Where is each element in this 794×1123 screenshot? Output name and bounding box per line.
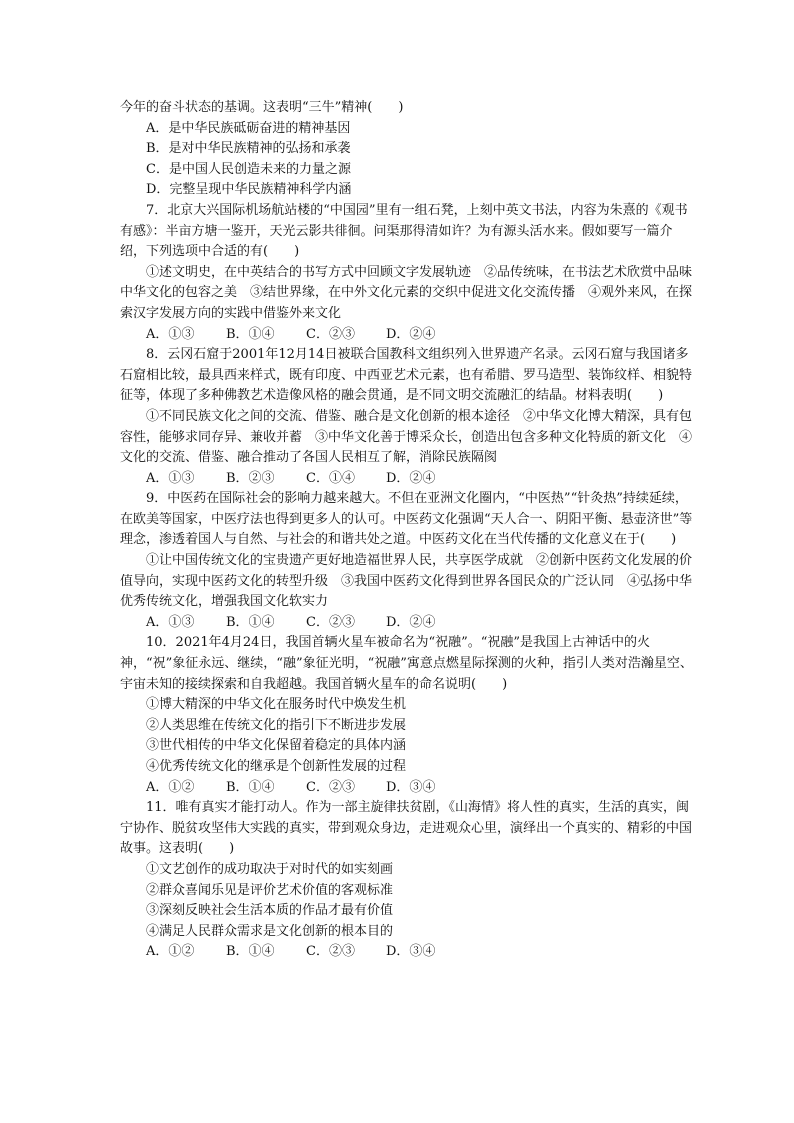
question-9-choices [120, 613, 694, 634]
choice-a: A．①② [146, 779, 195, 795]
choice-b: B．①④ [226, 779, 275, 795]
choice-b: B．②③ [226, 470, 275, 486]
question-7 [120, 201, 694, 345]
choice-d: D．③④ [386, 779, 436, 795]
choice-b: B．①④ [226, 944, 275, 960]
question-11-item-4: ④满足人民群众需求是文化创新的根本目的 [146, 923, 394, 939]
choice-c: C．②③ [306, 944, 355, 960]
question-6-option-d: D．完整呈现中华民族精神科学内涵 [146, 182, 352, 198]
question-10-item-3: ③世代相传的中华文化保留着稳定的具体内涵 [146, 738, 407, 754]
question-10-item-2: ②人类思维在传统文化的指引下不断进步发展 [146, 717, 407, 733]
question-7-stem: 7．北京大兴国际机场航站楼的“中国园”里有一组石凳，上刻中英文书法，内容为朱熹的《观书有感》：半亩方塘一鉴开，天光云影共徘徊。问渠那得清如许？为有源头活水来。假如要写一篇介绍，下列选项中合适的有( ) [120, 202, 688, 260]
choice-d: D．②④ [386, 470, 436, 486]
question-11-item-3: ③深刻反映社会生活本质的作品才最有价值 [146, 903, 394, 919]
question-9-statements: ①让中国传统文化的宝贵遗产更好地造福世界人民，共享医学成就 ②创新中医药文化发展的价值导向，实现中医药文化的转型升级 ③我国中医药文化得到世界各国民众的广泛认同 ④弘扬中华优秀传统文化，增强我国文化软实力 [120, 553, 693, 610]
question-6-option-c: C．是中国人民创造未来的力量之源 [146, 161, 351, 177]
question-8-statements: ①不同民族文化之间的交流、借鉴、融合是文化创新的根本途径 ②中华文化博大精深，具有包容性，能够求同存异、兼收并蓄 ③中华文化善于博采众长，创造出包含多种文化特质的新文化 ④文化的交流、借鉴、融合推动了各国人民相互了解，消除民族隔阂 [120, 408, 693, 466]
question-11-stem: 11．唯有真实才能打动人。作为一部主旋律扶贫剧，《山海情》将人性的真实，生活的真实，闽宁协作、脱贫攻坚伟大实践的真实，带到观众身边，走进观众心里，演绎出一个真实的、精彩的中国故事。这表明( ) [120, 800, 693, 857]
question-10-stem: 10．2021年4月24日，我国首辆火星车被命名为“祝融”。“祝融”是我国上古神话中的火神，“祝”象征永远、继续，“融”象征光明，“祝融”寓意点燃星际探测的火种，指引人类对浩瀚星空、宇宙未知的接续探索和自我超越。我国首辆火星车的命名说明( ) [120, 635, 693, 692]
question-6-stem: 今年的奋斗状态的基调。这表明“三牛”精神( ) [120, 100, 404, 115]
choice-a: A．①③ [146, 326, 195, 342]
question-11 [120, 798, 694, 963]
question-11-item-2: ②群众喜闻乐见是评价艺术价值的客观标准 [146, 882, 394, 898]
choice-a: A．①③ [146, 470, 195, 486]
choice-c: C．②③ [306, 779, 355, 795]
question-9 [120, 489, 694, 633]
choice-d: D．②④ [386, 614, 436, 630]
question-6-option-b: B．是对中华民族精神的弘扬和承袭 [146, 141, 351, 157]
choice-a: A．①③ [146, 614, 195, 630]
question-10-item-1: ①博大精深的中华文化在服务时代中焕发生机 [146, 697, 407, 713]
question-6 [120, 98, 694, 201]
question-11-item-1: ①文艺创作的成功取决于对时代的如实刻画 [146, 861, 394, 877]
question-8-choices [120, 469, 694, 490]
question-8 [120, 345, 694, 489]
choice-c: C．①④ [306, 470, 355, 486]
question-7-choices [120, 325, 694, 346]
question-8-stem: 8．云冈石窟于2001年12月14日被联合国教科文组织列入世界遗产名录。云冈石窟与我国诸多石窟相比较，最具西来样式，既有印度、中西亚艺术元素，也有希腊、罗马造型、装饰纹样、相貌特征等，体现了多种佛教艺术造像风格的融会贯通，是不同文明交流融汇的结晶。材料表明( ) [120, 347, 693, 404]
choice-b: B．①④ [226, 614, 275, 630]
choice-b: B．①④ [226, 326, 275, 342]
question-10-choices [120, 778, 694, 799]
choice-d: D．②④ [386, 326, 436, 342]
choice-a: A．①② [146, 944, 195, 960]
choice-d: D．③④ [386, 944, 436, 960]
choice-c: C．②③ [306, 326, 355, 342]
question-9-stem: 9．中医药在国际社会的影响力越来越大。不但在亚洲文化圈内，“中医热”“针灸热”持续延续，在欧美等国家，中医疗法也得到更多人的认可。中医药文化强调“天人合一、阴阳平衡、悬壶济世”等理念，渗透着国人与自然、与社会的和谐共处之道。中医药文化在当代传播的文化意义在于( ) [120, 491, 693, 548]
question-10 [120, 633, 694, 798]
question-7-statements: ①述文明史，在中英结合的书写方式中回顾文字发展轨迹 ②品传统味，在书法艺术欣赏中品味中华文化的包容之美 ③结世界缘，在中外文化元素的交织中促进文化交流传播 ④观外来风，在探索汉字发展方向的实践中借鉴外来文化 [120, 264, 693, 321]
choice-c: C．②③ [306, 614, 355, 630]
question-6-option-a: A．是中华民族砥砺奋进的精神基因 [146, 120, 351, 136]
question-10-item-4: ④优秀传统文化的继承是个创新性发展的过程 [146, 759, 407, 774]
question-11-choices [120, 942, 694, 963]
